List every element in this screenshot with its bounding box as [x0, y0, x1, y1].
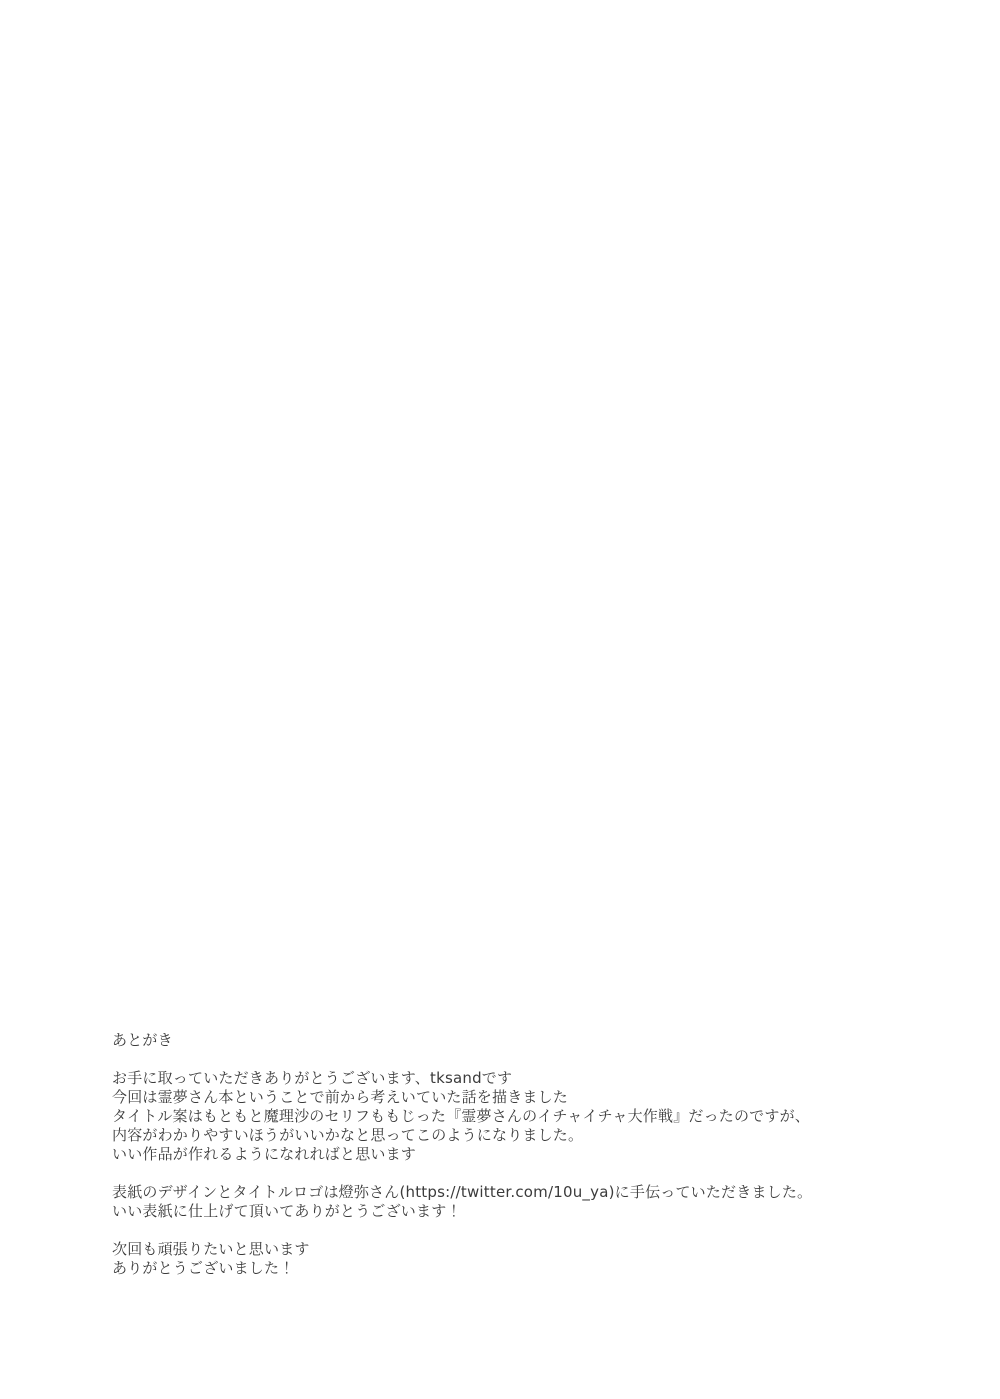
afterword-block: [112, 1031, 892, 1278]
afterword-line: 次回も頑張りたいと思います: [112, 1240, 310, 1258]
afterword-heading: あとがき: [112, 1031, 173, 1049]
afterword-paragraph-thanks: [112, 1069, 892, 1164]
afterword-paragraph-closing: [112, 1240, 892, 1278]
afterword-line: 今回は霊夢さん本ということで前から考えいていた話を描きました: [112, 1088, 569, 1106]
afterword-paragraph-cover-credit: [112, 1183, 892, 1221]
afterword-line: 内容がわかりやすいほうがいいかなと思ってこのようになりました。: [112, 1126, 584, 1144]
afterword-line: ありがとうございました！: [112, 1259, 295, 1277]
afterword-line: いい作品が作れるようになれればと思います: [112, 1145, 417, 1163]
afterword-line: お手に取っていただきありがとうございます、tksandです: [112, 1069, 513, 1087]
afterword-line-cover-credit-url: 表紙のデザインとタイトルロゴは燈弥さん(https://twitter.com/10u_ya)に手伝っていただきました。: [112, 1183, 813, 1201]
afterword-line: いい表紙に仕上げて頂いてありがとうございます！: [112, 1202, 462, 1220]
afterword-line: タイトル案はもともと魔理沙のセリフももじった『霊夢さんのイチャイチャ大作戦』だったのですが、: [112, 1107, 811, 1125]
